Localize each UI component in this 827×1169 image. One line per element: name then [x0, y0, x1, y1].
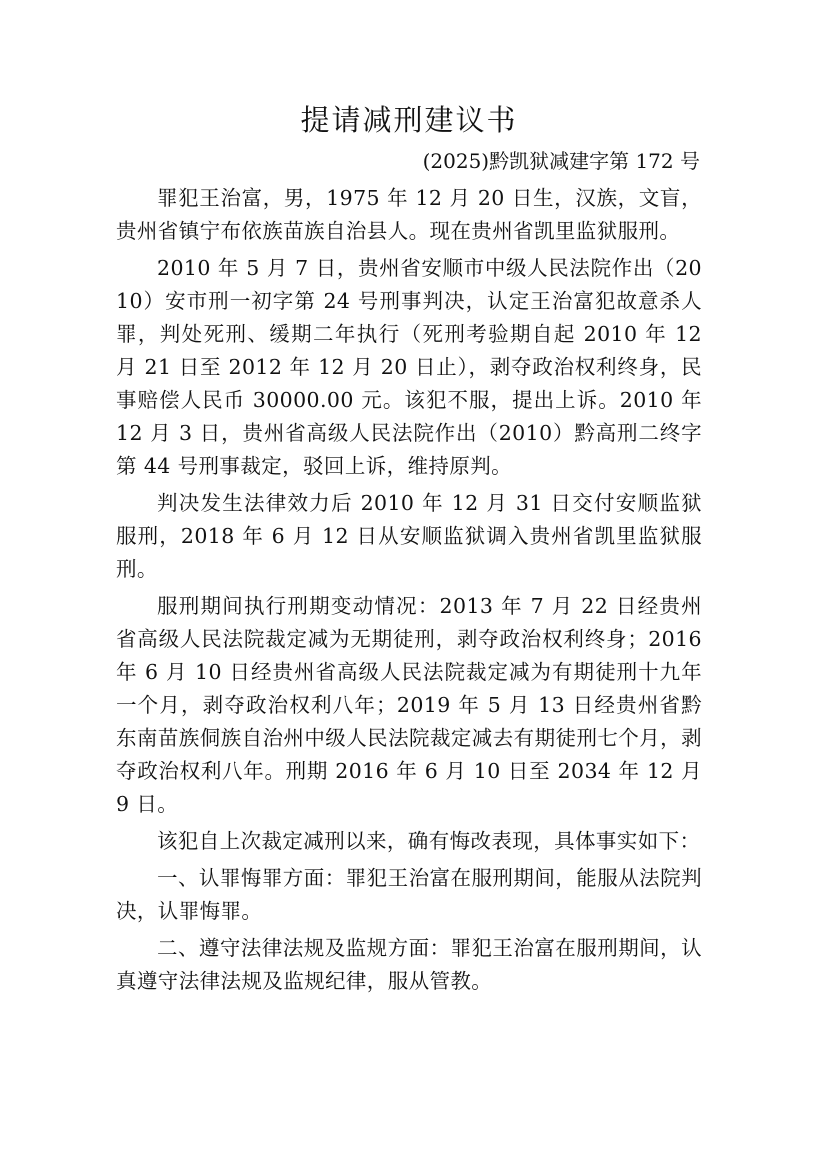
- document-body: [116, 182, 702, 1002]
- paragraph-sentence-changes: 服刑期间执行刑期变动情况：2013 年 7 月 22 日经贵州省高级人民法院裁定减为无期徒刑，剥夺政治权利终身；2016 年 6 月 10 日经贵州省高级人民法院裁定减为有期徒刑十九年一个月，剥夺政治权利八年；2019 年 5 月 13 日经贵州省黔东南苗族侗族自治州中级人民法院裁定减去有期徒刑七个月，剥夺政治权利八年。刑期 2016 年 6 月 10 日至 2034 年 12 月 9 日。: [116, 594, 702, 816]
- document-title: 提请减刑建议书: [300, 103, 518, 137]
- paragraph-confession: 一、认罪悔罪方面：罪犯王治富在服刑期间，能服从法院判决，认罪悔罪。: [116, 866, 702, 923]
- paragraph-compliance: 二、遵守法律法规及监规方面：罪犯王治富在服刑期间，认真遵守法律法规及监规纪律，服从管教。: [116, 936, 702, 993]
- paragraph-transfer: 判决发生法律效力后 2010 年 12 月 31 日交付安顺监狱服刑，2018 年 6 月 12 日从安顺监狱调入贵州省凯里监狱服刑。: [116, 491, 702, 581]
- paragraph-criminal-info: 罪犯王治富，男，1975 年 12 月 20 日生，汉族，文盲，贵州省镇宁布依族苗族自治县人。现在贵州省凯里监狱服刑。: [116, 186, 702, 243]
- paragraph-repentance-intro: 该犯自上次裁定减刑以来，确有悔改表现，具体事实如下：: [157, 829, 701, 853]
- document-number: (2025)黔凯狱减建字第 172 号: [422, 149, 700, 173]
- paragraph-judgment: 2010 年 5 月 7 日，贵州省安顺市中级人民法院作出（2010）安市刑一初字第 24 号刑事判决，认定王治富犯故意杀人罪，判处死刑、缓期二年执行（死刑考验期自起 2010 年 12 月 21 日至 2012 年 12 月 20 日止），剥夺政治权利终身，民事赔偿人民币 30000.00 元。该犯不服，提出上诉。2010 年 12 月 3 日，贵州省高级人民法院作出（2010）黔高刑二终字第 44 号刑事裁定，驳回上诉，维持原判。: [116, 256, 702, 478]
